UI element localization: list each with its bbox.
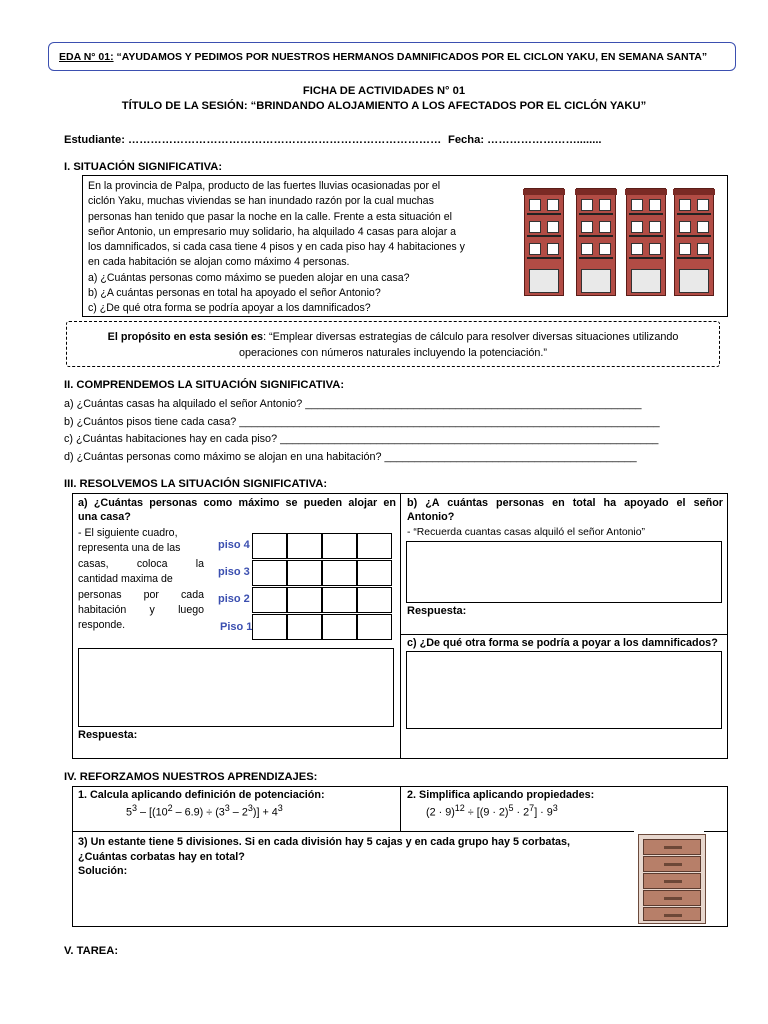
ficha-title: FICHA DE ACTIVIDADES N° 01: [302, 85, 466, 97]
part-a-desc-line: habitación y luego: [78, 604, 204, 617]
part-a-desc-line: - El siguiente cuadro,: [78, 527, 178, 539]
comprehension-item: b) ¿Cuántos pisos tiene cada casa? ______________________________________________________________________: [64, 415, 660, 428]
part-a-work-area[interactable]: [78, 648, 394, 727]
part-b-title: [407, 496, 723, 524]
comprehension-list: [64, 396, 660, 466]
situation-line: señor Antonio, un empresario muy solidario, ha alquilado 4 casas para alojar a: [88, 225, 457, 238]
house-icon: [674, 188, 714, 296]
house-icon: [626, 188, 666, 296]
part-a-desc-line: representa una de las: [78, 542, 181, 555]
room-cell[interactable]: [252, 560, 287, 586]
room-cell[interactable]: [322, 614, 357, 640]
room-cell[interactable]: [357, 614, 392, 640]
part-a-answer-label: Respuesta:: [78, 729, 138, 741]
room-cell[interactable]: [322, 560, 357, 586]
section-1-heading: I. SITUACIÓN SIGNIFICATIVA:: [64, 161, 223, 173]
room-cell[interactable]: [357, 560, 392, 586]
comprehension-item: c) ¿Cuántas habitaciones hay en cada piso? _______________________________________________________________: [64, 433, 659, 445]
resolve-divider: [400, 493, 401, 759]
house-icon: [524, 188, 564, 296]
room-cell[interactable]: [252, 614, 287, 640]
room-cell[interactable]: [322, 533, 357, 559]
room-cell[interactable]: [357, 587, 392, 613]
room-cell[interactable]: [287, 533, 322, 559]
eda-text: “AYUDAMOS Y PEDIMOS POR NUESTROS HERMANOS DAMNIFICADOS POR EL CICLON YAKU, EN SEMANA SANTA”: [113, 50, 708, 63]
situation-line: ciclón Yaku, muchas viviendas se han inundado razón por la cual muchas: [88, 195, 434, 208]
situation-line: los damnificados, si cada casa tiene 4 pisos y en cada piso hay 4 habitaciones y: [88, 241, 465, 254]
comprehension-item: a) ¿Cuántas casas ha alquilado el señor Antonio? ________________________________________________________: [64, 398, 642, 410]
situation-line: en cada habitación se alojan como máximo 4 personas.: [88, 256, 350, 269]
houses-illustration-icon: [520, 186, 720, 298]
reinforce-divider: [704, 831, 728, 832]
purpose-text: [66, 329, 720, 361]
q1-title: 1. Calcula aplicando definición de potenciación:: [78, 789, 325, 801]
purpose-line-1: : “Emplear diversas estrategias de cálculo para resolver diversas situaciones utilizando: [263, 331, 679, 343]
drawer-cabinet-icon: [638, 834, 706, 924]
eda-label: EDA N° 01:: [59, 50, 114, 63]
q2-expression: $(2 \cdot 9)^{12} \div [(9 \cdot 2)^5 \cdot 2^7] \cdot 9^3$: [426, 803, 558, 819]
room-cell[interactable]: [357, 533, 392, 559]
part-a-title-line: una casa?: [78, 511, 131, 523]
eda-banner: [48, 42, 736, 71]
part-a-description: [78, 526, 204, 634]
part-c-title: c) ¿De qué otra forma se podría a poyar a los damnificados?: [407, 637, 718, 649]
q1-expression: $5^3 - [(10^2 - 6.9) \div (3^3 - 2^3)] + 4^3$: [126, 803, 283, 819]
situation-question: c) ¿De qué otra forma se podría apoyar a los damnificados?: [88, 302, 371, 315]
part-a-title-line: a) ¿Cuántas personas como máximo se pueden alojar en: [78, 497, 396, 509]
rooms-grid: [252, 533, 392, 641]
part-b-answer-label: Respuesta:: [407, 605, 467, 617]
part-b-title-line: b) ¿A cuántas personas en total ha apoyado el señor: [407, 497, 723, 509]
room-cell[interactable]: [287, 614, 322, 640]
floor-label: piso 3: [218, 566, 250, 578]
q3-line: ¿Cuántas corbatas hay en total?: [78, 850, 245, 863]
situation-question: b) ¿A cuántas personas en total ha apoyado el señor Antonio?: [88, 287, 381, 300]
room-cell[interactable]: [287, 560, 322, 586]
floor-label: piso 4: [218, 539, 250, 551]
part-b-hint: - “Recuerda cuantas casas alquiló el señor Antonio”: [407, 527, 645, 538]
house-icon: [576, 188, 616, 296]
floor-label: piso 2: [218, 593, 250, 605]
part-a-desc-line: cantidad maxima de: [78, 573, 173, 586]
room-cell[interactable]: [322, 587, 357, 613]
q3-text: [78, 835, 570, 879]
part-b-work-area[interactable]: [406, 541, 722, 603]
part-b-title-line: Antonio?: [407, 511, 455, 523]
purpose-label: El propósito en esta sesión es: [107, 331, 264, 343]
floor-label: Piso 1: [220, 621, 253, 633]
session-title: TÍTULO DE LA SESIÓN: “BRINDANDO ALOJAMIENTO A LOS AFECTADOS POR EL CICLÓN YAKU”: [121, 100, 647, 112]
q3-solution-label: Solución:: [78, 865, 128, 877]
part-c-work-area[interactable]: [406, 651, 722, 729]
situation-line: En la provincia de Palpa, producto de las fuertes lluvias ocasionadas por el: [88, 180, 441, 192]
room-cell[interactable]: [252, 533, 287, 559]
part-a-desc-line: personas por cada: [78, 588, 204, 601]
situation-text: [88, 179, 508, 317]
section-3-heading: III. RESOLVEMOS LA SITUACIÓN SIGNIFICATIVA:: [64, 478, 328, 490]
reinforce-divider: [72, 831, 634, 832]
room-cell[interactable]: [252, 587, 287, 613]
room-cell[interactable]: [287, 587, 322, 613]
section-5-heading: V. TAREA:: [64, 945, 119, 957]
date-field: Fecha: ……………………........: [448, 134, 602, 146]
reinforce-divider: [400, 786, 401, 831]
part-a-title: [78, 496, 396, 524]
situation-line: personas han tenido que pasar la noche en la calle. Frente a esta situación el: [88, 210, 452, 223]
q2-title: 2. Simplifica aplicando propiedades:: [407, 789, 595, 801]
section-2-heading: II. COMPRENDEMOS LA SITUACIÓN SIGNIFICATIVA:: [64, 379, 345, 391]
purpose-line-2: operaciones con números naturales incluyendo la potenciación.”: [239, 347, 547, 359]
resolve-divider: [400, 634, 728, 635]
student-field: Estudiante: …………………………………………………………………………: [64, 134, 442, 146]
part-a-desc-line: casas, coloca la: [78, 557, 204, 570]
part-a-desc-line: responde.: [78, 619, 126, 632]
q3-line: 3) Un estante tiene 5 divisiones. Si en cada división hay 5 cajas y en cada grupo hay 5 corbatas,: [78, 836, 571, 848]
situation-question: a) ¿Cuántas personas como máximo se pueden alojar en una casa?: [88, 271, 410, 284]
section-4-heading: IV. REFORZAMOS NUESTROS APRENDIZAJES:: [64, 771, 318, 783]
comprehension-item: d) ¿Cuántas personas como máximo se alojan en una habitación? __________________________________________: [64, 450, 637, 463]
